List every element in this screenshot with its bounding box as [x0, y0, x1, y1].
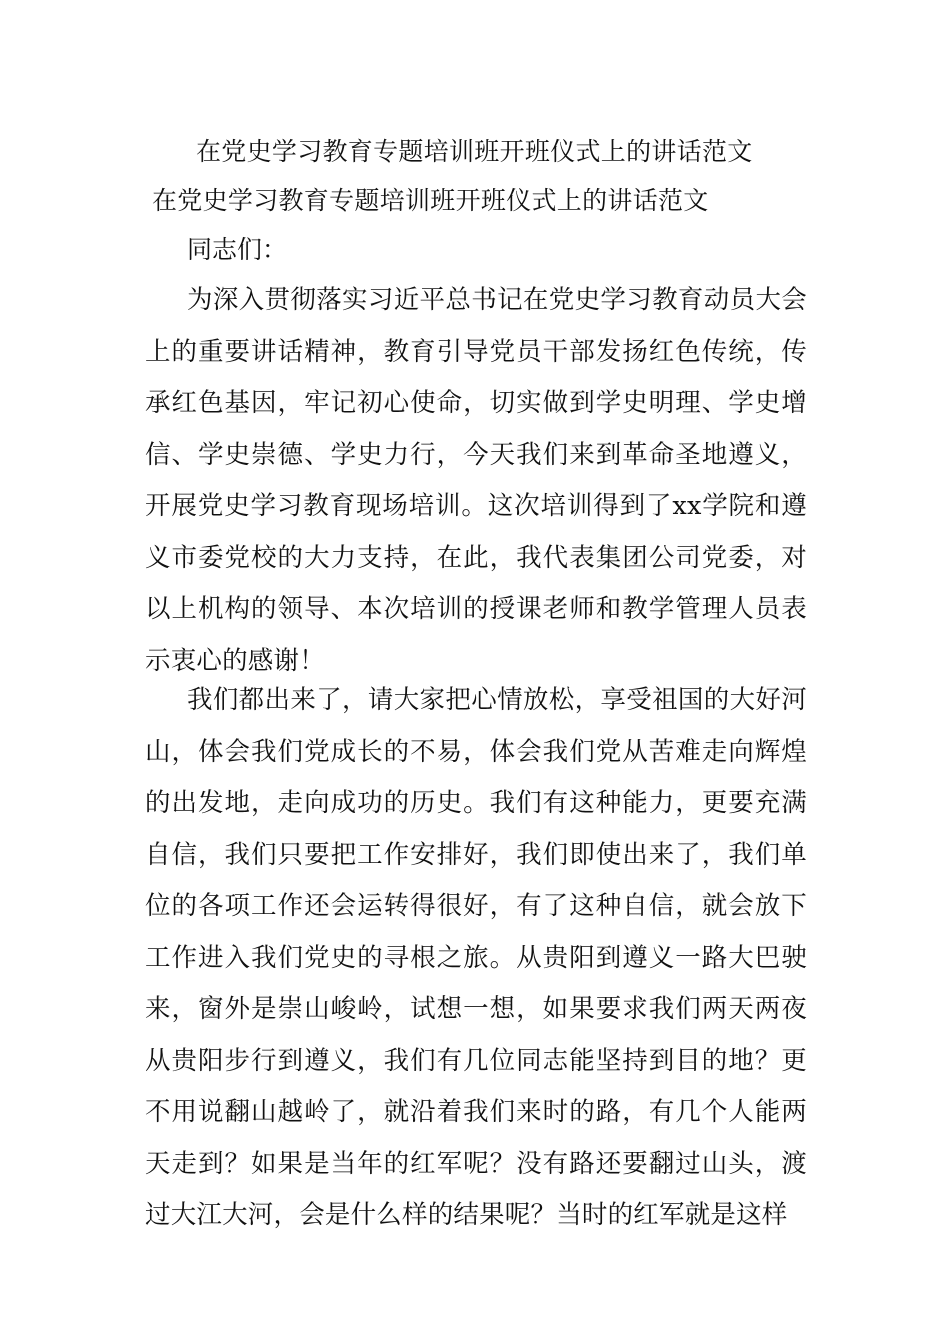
- document-title: 在党史学习教育专题培训班开班仪式上的讲话范文: [196, 137, 753, 166]
- salutation: 同志们：: [187, 235, 288, 264]
- body-paragraph: 为深入贯彻落实习近平总书记在党史学习教育动员大会上的重要讲话精神，教育引导党员干部发扬红色传统，传承红色基因，牢记初心使命，切实做到学史明理、学史增信、学史崇德、学史力行，今天我们来到革命圣地遵义，开展党史学习教育现场培训。这次培训得到了xx学院和遵义市委党校的大力支持，在此，我代表集团公司党委，对以上机构的领导、本次培训的授课老师和教学管理人员表示衷心的感谢！: [145, 285, 807, 676]
- body-paragraph: 我们都出来了，请大家把心情放松，享受祖国的大好河山，体会我们党成长的不易，体会我们党从苦难走向辉煌的出发地，走向成功的历史。我们有这种能力，更要充满自信，我们只要把工作安排好，我们即使出来了，我们单位的各项工作还会运转得很好，有了这种自信，就会放下工作进入我们党史的寻根之旅。从贵阳到遵义一路大巴驶来，窗外是崇山峻岭，试想一想，如果要求我们两天两夜从贵阳步行到遵义，我们有几位同志能坚持到目的地？更不用说翻山越岭了，就沿着我们来时的路，有几个人能两天走到？如果是当年的红军呢？没有路还要翻过山头，渡过大江大河，会是什么样的结果呢？当时的红军就是这样: [145, 685, 807, 1230]
- document-subtitle: 在党史学习教育专题培训班开班仪式上的讲话范文: [152, 186, 709, 215]
